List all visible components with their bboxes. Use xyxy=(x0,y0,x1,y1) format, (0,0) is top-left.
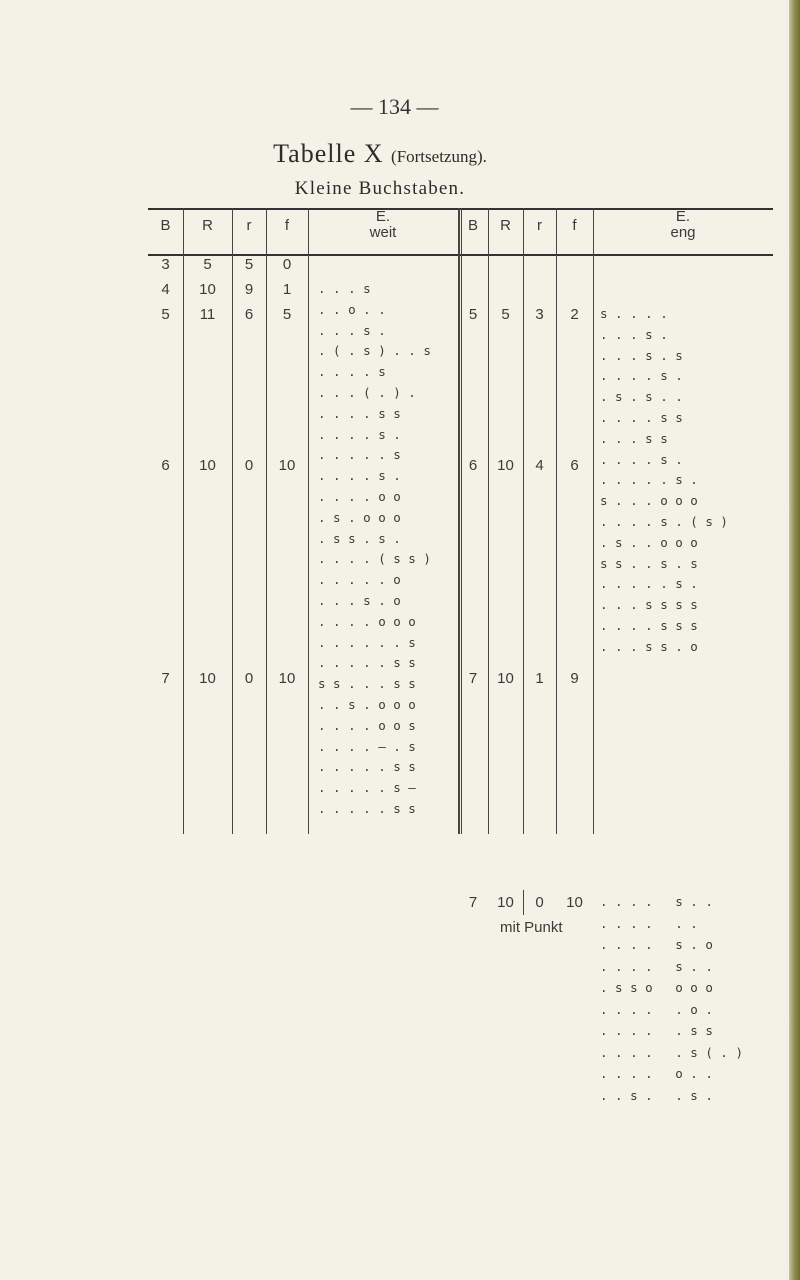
column-header: f xyxy=(572,217,577,234)
eng-line: . . . . s . xyxy=(600,368,683,384)
weit-line: . . o . . xyxy=(318,301,386,317)
weit-line: . . . s . xyxy=(318,322,386,338)
column-header: R xyxy=(202,217,213,234)
cell-r: 1 xyxy=(535,670,544,687)
table-subtitle: Kleine Buchstaben. xyxy=(294,178,466,199)
cell-R: 10 xyxy=(497,894,514,911)
cell-f: 10 xyxy=(278,670,296,687)
eng-line: . . . . s s xyxy=(600,410,683,425)
eng-line: . . . s s xyxy=(600,430,668,446)
weit-line: . . . . s . xyxy=(318,468,401,484)
cell-r: 6 xyxy=(244,306,254,323)
eng-line: s . . . o o o xyxy=(600,493,698,509)
column-divider xyxy=(308,208,309,834)
weit-line: . . . . o o s xyxy=(318,717,416,733)
weit-line: s s . . . s s xyxy=(318,676,416,692)
cell-f: 2 xyxy=(570,306,579,323)
eng-line: . . . . . s ( . ) xyxy=(600,1044,743,1060)
title-continuation: (Fortsetzung). xyxy=(391,147,487,166)
eng-line: . . . . . s . xyxy=(600,576,698,592)
weit-line: . . . . o o o xyxy=(318,613,416,629)
column-divider xyxy=(556,208,557,834)
weit-line: . . . . s . xyxy=(318,426,401,442)
cell-B: 7 xyxy=(161,670,170,687)
weit-line: . . s . o o o xyxy=(318,697,416,712)
weit-line: . s . o o o xyxy=(318,509,401,525)
column-divider xyxy=(232,208,233,834)
column-divider xyxy=(488,208,489,834)
weit-line: . ( . s ) . . s xyxy=(318,343,431,359)
cell-R: 10 xyxy=(199,457,216,474)
column-header: E. weit xyxy=(369,208,397,241)
cell-R: 10 xyxy=(199,670,216,687)
weit-line: . . . . s xyxy=(318,364,386,380)
column-header: R xyxy=(500,217,511,234)
eng-line: . . . . . s s xyxy=(600,1023,713,1038)
eng-line: s s . . s . s xyxy=(600,555,698,571)
cell-f: 1 xyxy=(282,281,292,298)
cell-B: 4 xyxy=(161,281,170,298)
column-header: B xyxy=(160,217,171,234)
cell-r: 9 xyxy=(244,281,254,298)
weit-line: . s s . s . xyxy=(318,530,401,546)
column-divider xyxy=(593,208,594,834)
column-divider xyxy=(523,890,524,915)
eng-line: . . . . o . . xyxy=(600,1066,713,1081)
eng-line: . . . s . xyxy=(600,326,668,342)
cell-f: 0 xyxy=(282,256,292,273)
weit-line: . . . . ( s s ) xyxy=(318,551,431,567)
eng-line: . . . . s . xyxy=(600,451,683,467)
eng-line: . . . s . s xyxy=(600,347,683,363)
eng-line: . . . . . o . xyxy=(600,1001,713,1017)
page-edge xyxy=(789,0,800,1280)
eng-line: . s s o o o o xyxy=(600,980,713,995)
eng-line: s . . . . xyxy=(600,306,668,321)
column-divider xyxy=(458,208,460,834)
weit-line: . . . . — . s xyxy=(318,738,416,754)
column-header: f xyxy=(284,217,290,234)
cell-f: 9 xyxy=(570,670,579,687)
eng-line: . . . . s . . xyxy=(600,894,713,909)
column-divider xyxy=(183,208,184,834)
cell-B: 5 xyxy=(161,306,170,323)
cell-B: 7 xyxy=(468,670,478,687)
eng-line: . . . s s . o xyxy=(600,638,698,654)
column-header: r xyxy=(537,217,542,234)
cell-f: 10 xyxy=(566,894,583,911)
cell-f: 10 xyxy=(278,457,296,474)
cell-r: 3 xyxy=(535,306,544,323)
column-divider xyxy=(461,208,462,834)
note-mit-punkt: mit Punkt xyxy=(500,919,563,936)
weit-line: . . . . . s s xyxy=(318,655,416,671)
eng-line: . . s . . s . xyxy=(600,1087,713,1103)
cell-R: 10 xyxy=(497,457,514,474)
weit-line: . . . . . s — xyxy=(318,780,416,796)
weit-line: . . . . . s s xyxy=(318,759,416,775)
column-header: B xyxy=(467,217,478,234)
title-main: Tabelle X xyxy=(273,139,384,168)
cell-r: 4 xyxy=(535,457,544,474)
cell-r: 0 xyxy=(244,670,254,687)
eng-line: . s . s . . xyxy=(600,389,683,405)
column-divider xyxy=(523,208,524,834)
weit-line: . . . . . . s xyxy=(318,634,416,650)
cell-R: 5 xyxy=(501,306,510,323)
cell-r: 0 xyxy=(244,457,254,474)
table-title xyxy=(0,139,760,169)
column-header: E. eng xyxy=(670,208,696,241)
column-divider xyxy=(266,208,267,834)
cell-B: 5 xyxy=(468,306,478,323)
eng-line: . . . . s s s xyxy=(600,618,698,633)
page-number: — 134 — xyxy=(350,94,439,119)
cell-r: 5 xyxy=(244,256,254,273)
eng-line: . . . . . . xyxy=(600,915,698,931)
cell-f: 6 xyxy=(570,457,579,474)
column-header: r xyxy=(246,217,252,234)
data-table xyxy=(148,208,773,1103)
cell-R: 10 xyxy=(497,670,514,687)
eng-line: . . . . . s . xyxy=(600,472,698,488)
weit-line: . . . . . s xyxy=(318,447,401,463)
weit-line: . . . s . o xyxy=(318,593,401,608)
cell-f: 5 xyxy=(282,306,292,323)
weit-line: . . . . . s s xyxy=(318,801,416,816)
cell-R: 10 xyxy=(199,281,216,298)
cell-R: 11 xyxy=(199,306,216,323)
weit-line: . . . . o o xyxy=(318,489,401,504)
cell-B: 3 xyxy=(161,256,170,273)
eng-line: . . . . s . ( s ) xyxy=(600,514,728,529)
eng-line: . . . s s s s xyxy=(600,597,698,613)
cell-r: 0 xyxy=(535,894,544,911)
eng-line: . s . . o o o xyxy=(600,534,698,550)
cell-B: 6 xyxy=(468,457,478,474)
cell-B: 6 xyxy=(161,457,170,474)
weit-line: . . . . s s xyxy=(318,405,401,421)
eng-line: . . . . s . . xyxy=(600,958,713,974)
eng-line: . . . . s . o xyxy=(600,937,713,952)
weit-line: . . . . . o xyxy=(318,572,401,588)
weit-line: . . . s xyxy=(318,281,371,296)
weit-line: . . . ( . ) . xyxy=(318,385,416,400)
cell-B: 7 xyxy=(468,894,478,911)
cell-R: 5 xyxy=(203,256,212,273)
